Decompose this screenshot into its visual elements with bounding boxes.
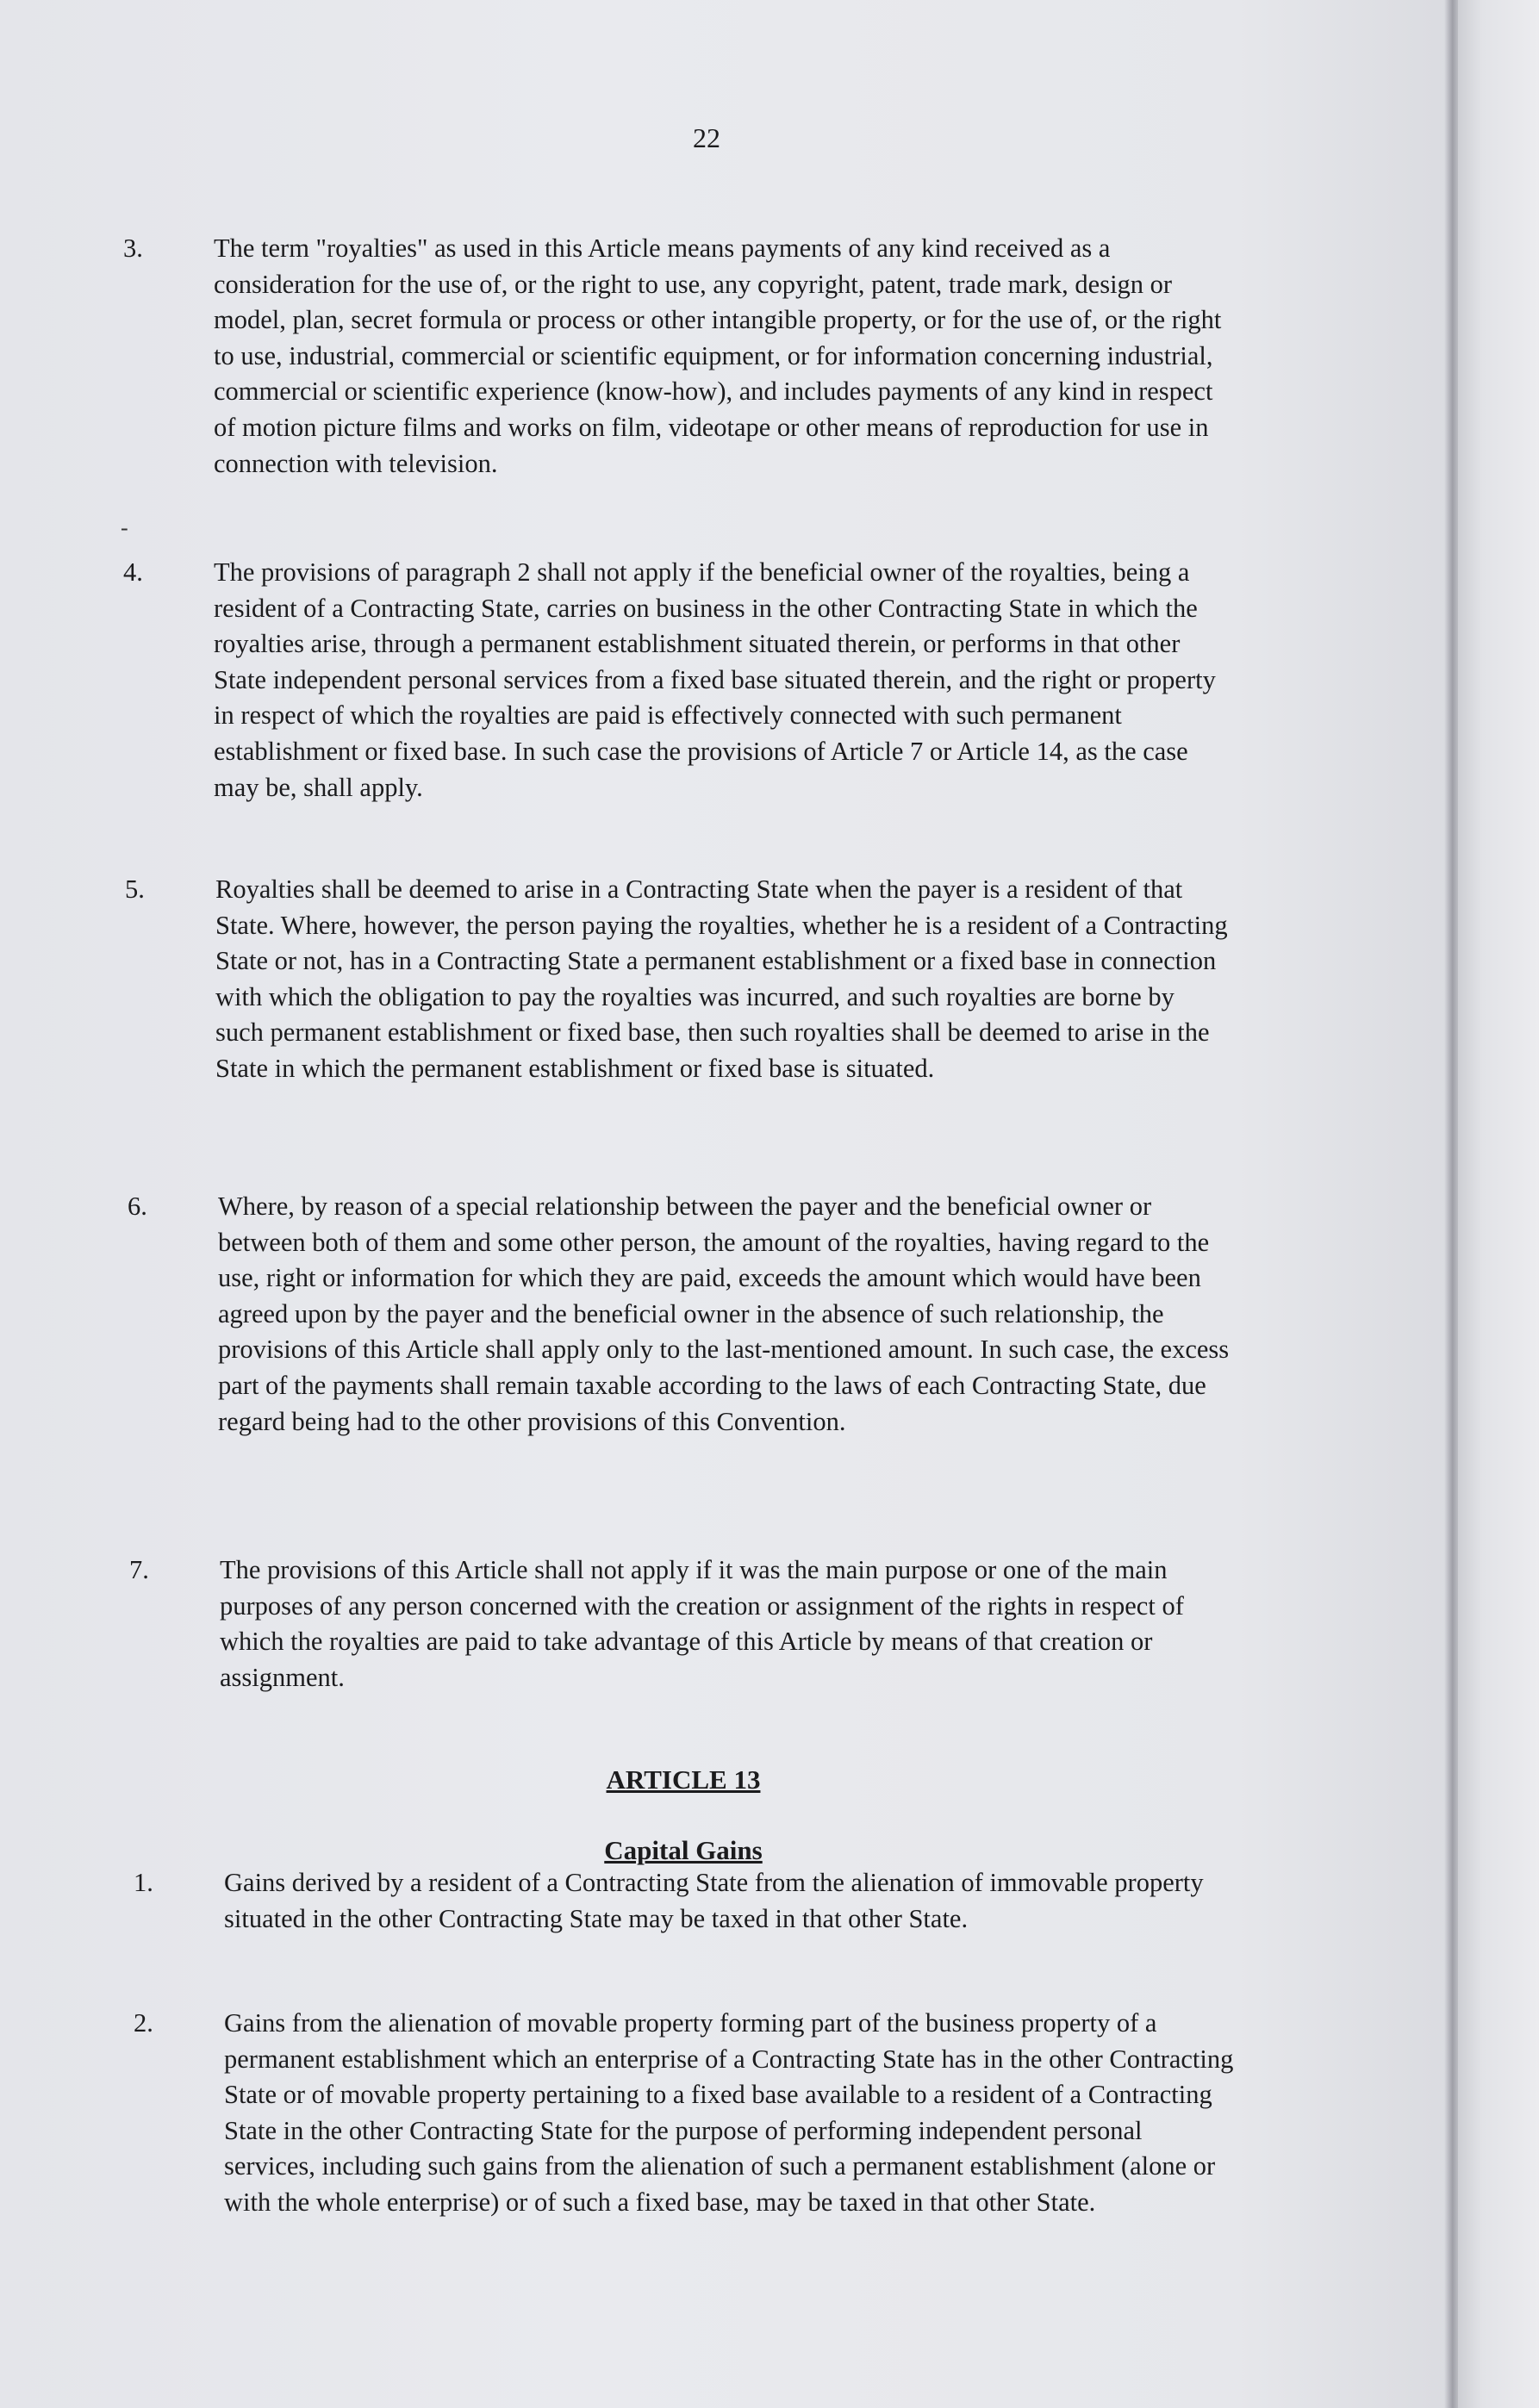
paragraph-text: The provisions of this Article shall not apply if it was the main purpose or one of the main purposes of any person concerned with the creation or assignment of the rights in respect of which the royalties are paid to take advantage of this Article by means of that creation or assignment. (220, 1555, 1184, 1692)
paragraph-number: 2. (134, 2008, 153, 2038)
paragraph-text: Where, by reason of a special relationship between the payer and the beneficial owner or between both of them and some other person, the amount of the royalties, having regard to the use, right or information for which they are paid, exceeds the amount which would have been agreed upon by the payer and the beneficial owner in the absence of such relationship, the provisions of this Article shall apply only to the last-mentioned amount. In such case, the excess part of the payments shall remain taxable according to the laws of each Contracting State, due regard being had to the other provisions of this Convention. (218, 1192, 1230, 1436)
paragraph-number: 5. (125, 874, 145, 904)
paragraph-number: 3. (123, 233, 143, 263)
article-subheading: Capital Gains (604, 1835, 763, 1865)
paragraph-text: Gains from the alienation of movable property forming part of the business property of a permanent establishment which an enterprise of a Contracting State has in the other Contracting State or of movable property pertaining to a fixed base available to a resident of a Contracting State in the other Contracting State for the purpose of performing independent personal services, including such gains from the alienation of such a permanent establishment (alone or with the whole enterprise) or of such a fixed base, may be taxed in that other State. (224, 2008, 1234, 2217)
page-number: 22 (693, 122, 720, 153)
paragraph-text: The term "royalties" as used in this Article means payments of any kind received as a consideration for the use of, or the right to use, any copyright, patent, trade mark, design or model, plan, secret formula or process or other intangible property, or for the use of, or the right to use, industrial, commercial or scientific equipment, or for information concerning industrial, commercial or scientific experience (know-how), and includes payments of any kind in respect of motion picture films and works on film, videotape or other means of reproduction for use in connection with television. (214, 233, 1222, 478)
paragraph-text: Gains derived by a resident of a Contracting State from the alienation of immovable property situated in the other Contracting State may be taxed in that other State. (224, 1868, 1204, 1933)
adjacent-page-edge (1458, 0, 1539, 2408)
paragraph-number: 1. (134, 1868, 153, 1897)
paragraph-number: 4. (123, 557, 143, 587)
article-heading: ARTICLE 13 (606, 1764, 761, 1795)
page-edge-shadow (1444, 0, 1458, 2408)
stray-dash-mark: - (121, 515, 128, 540)
paragraph-text: The provisions of paragraph 2 shall not apply if the beneficial owner of the royalties, being a resident of a Contracting State, carries on business in the other Contracting State in which the royalties arise, through a permanent establishment situated therein, or performs in that other State independent personal services from a fixed base situated therein, and the right or property in respect of which the royalties are paid is effectively connected with such permanent establishment or fixed base. In such case the provisions of Article 7 or Article 14, as the case may be, shall apply. (214, 557, 1216, 802)
paragraph-number: 6. (128, 1192, 147, 1221)
paragraph-text: Royalties shall be deemed to arise in a Contracting State when the payer is a resident of that State. Where, however, the person paying the royalties, whether he is a resident of a Contracting State or not, has in a Contracting State a permanent establishment or a fixed base in connection with which the obligation to pay the royalties was incurred, and such royalties are borne by such permanent establishment or fixed base, then such royalties shall be deemed to arise in the State in which the permanent establishment or fixed base is situated. (215, 874, 1228, 1083)
paragraph-number: 7. (129, 1555, 149, 1584)
